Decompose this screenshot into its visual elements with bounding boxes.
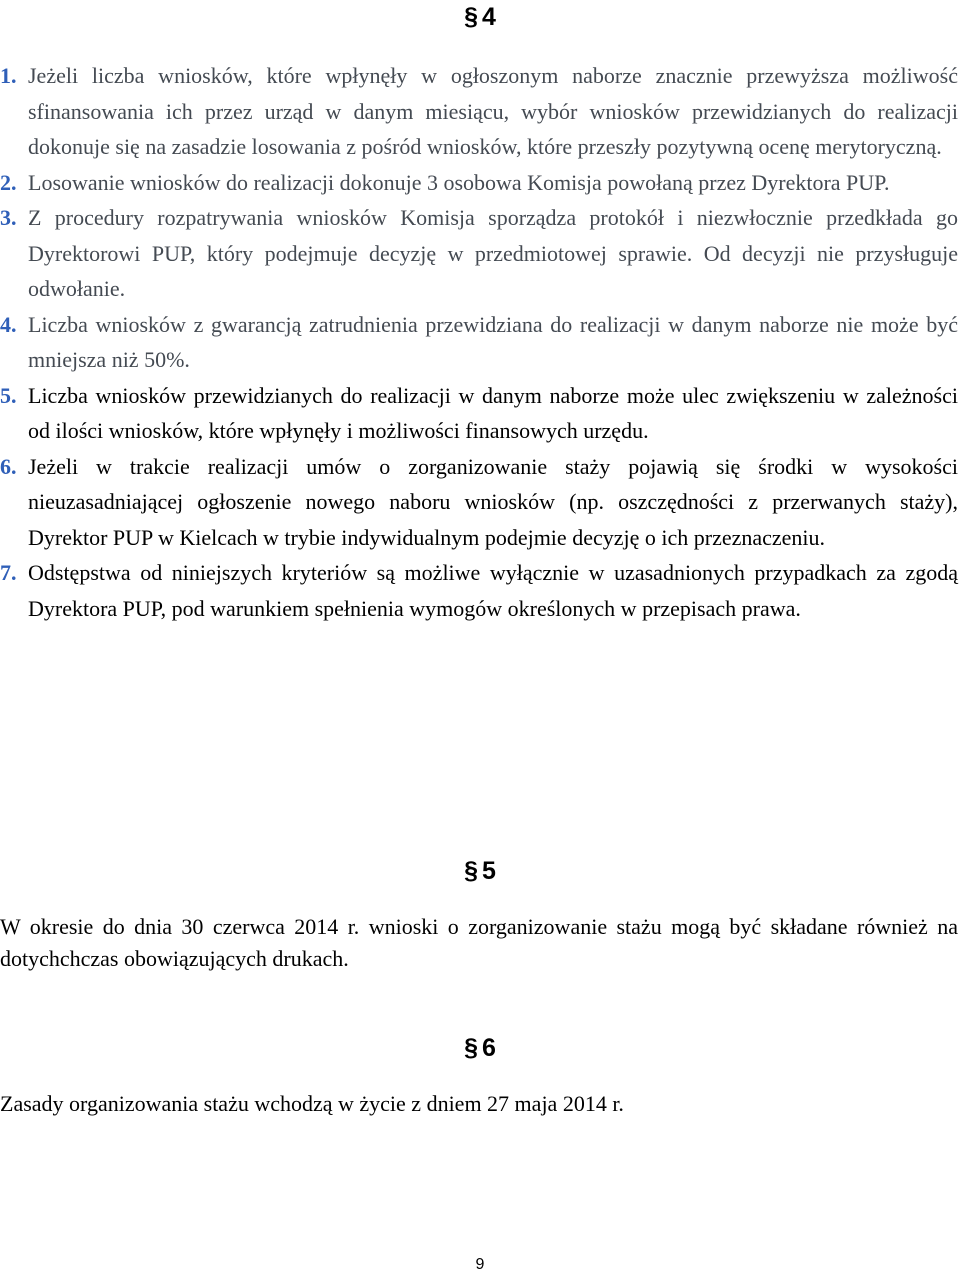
list-item-2 — [0, 165, 958, 201]
page-number: 9 — [475, 1256, 485, 1273]
section-number: 6 — [482, 1034, 496, 1062]
section-6-heading — [0, 1033, 960, 1063]
item-text: Liczba wniosków przewidzianych do realizacji w danym naborze może ulec zwiększeniu w zależności od ilości wniosków, które wpłynęły i możliwości finansowych urzędu. — [28, 382, 958, 443]
section-4-heading — [0, 2, 960, 32]
item-number: 4. — [0, 311, 17, 337]
item-text: Losowanie wniosków do realizacji dokonuje 3 osobowa Komisja powołaną przez Dyrektora PUP. — [28, 169, 890, 195]
item-text: Liczba wniosków z gwarancją zatrudnienia przewidziana do realizacji w danym naborze nie może być mniejsza niż 50%. — [28, 311, 958, 372]
item-text: Z procedury rozpatrywania wniosków Komisja sporządza protokół i niezwłocznie przedkłada go Dyrektorowi PUP, który podejmuje decyzję w przedmiotowej sprawie. Od decyzji nie przysługuje odwołanie. — [28, 205, 958, 301]
item-text: Odstępstwa od niniejszych kryteriów są możliwe wyłącznie w uzasadnionych przypadkach za zgodą Dyrektora PUP, pod warunkiem spełnienia wymogów określonych w przepisach prawa. — [28, 560, 958, 621]
section-4-list — [0, 58, 958, 626]
list-item-3 — [0, 200, 958, 307]
list-item-5 — [0, 378, 958, 449]
section-symbol: § — [464, 3, 478, 31]
section-symbol: § — [464, 857, 478, 885]
item-text: Jeżeli liczba wniosków, które wpłynęły w ogłoszonym naborze znacznie przewyższa możliwość sfinansowania ich przez urząd w danym miesiącu, wybór wniosków przewidzianych do realizacji dokonuje się na zasadzie losowania z pośród wniosków, które przeszły pozytywną ocenę merytoryczną. — [28, 63, 958, 159]
section-number: 5 — [482, 857, 496, 885]
list-item-4 — [0, 307, 958, 378]
section-symbol: § — [464, 1034, 478, 1062]
list-item-7 — [0, 555, 958, 626]
item-number: 2. — [0, 169, 17, 195]
list-item-6 — [0, 449, 958, 556]
item-number: 6. — [0, 453, 17, 479]
item-number: 3. — [0, 205, 17, 230]
item-number: 7. — [0, 560, 17, 585]
section-number: 4 — [482, 3, 496, 31]
section-5-paragraph: W okresie do dnia 30 czerwca 2014 r. wnioski o zorganizowanie stażu mogą być składane również na dotychchczas obowiązujących drukach. — [0, 914, 958, 971]
list-item-1 — [0, 58, 958, 165]
item-number: 1. — [0, 63, 17, 88]
item-text: Jeżeli w trakcie realizacji umów o zorganizowanie staży pojawią się środki w wysokości nieuzasadniającej ogłoszenie nowego naboru wniosków (np. oszczędności z przerwanych staży), Dyrektor PUP w Kielcach w trybie indywidualnym podejmie decyzję o ich przeznaczeniu. — [28, 453, 958, 550]
item-number: 5. — [0, 382, 17, 408]
section-6-paragraph: Zasady organizowania stażu wchodzą w życie z dniem 27 maja 2014 r. — [0, 1091, 624, 1116]
section-5-heading — [0, 856, 960, 886]
